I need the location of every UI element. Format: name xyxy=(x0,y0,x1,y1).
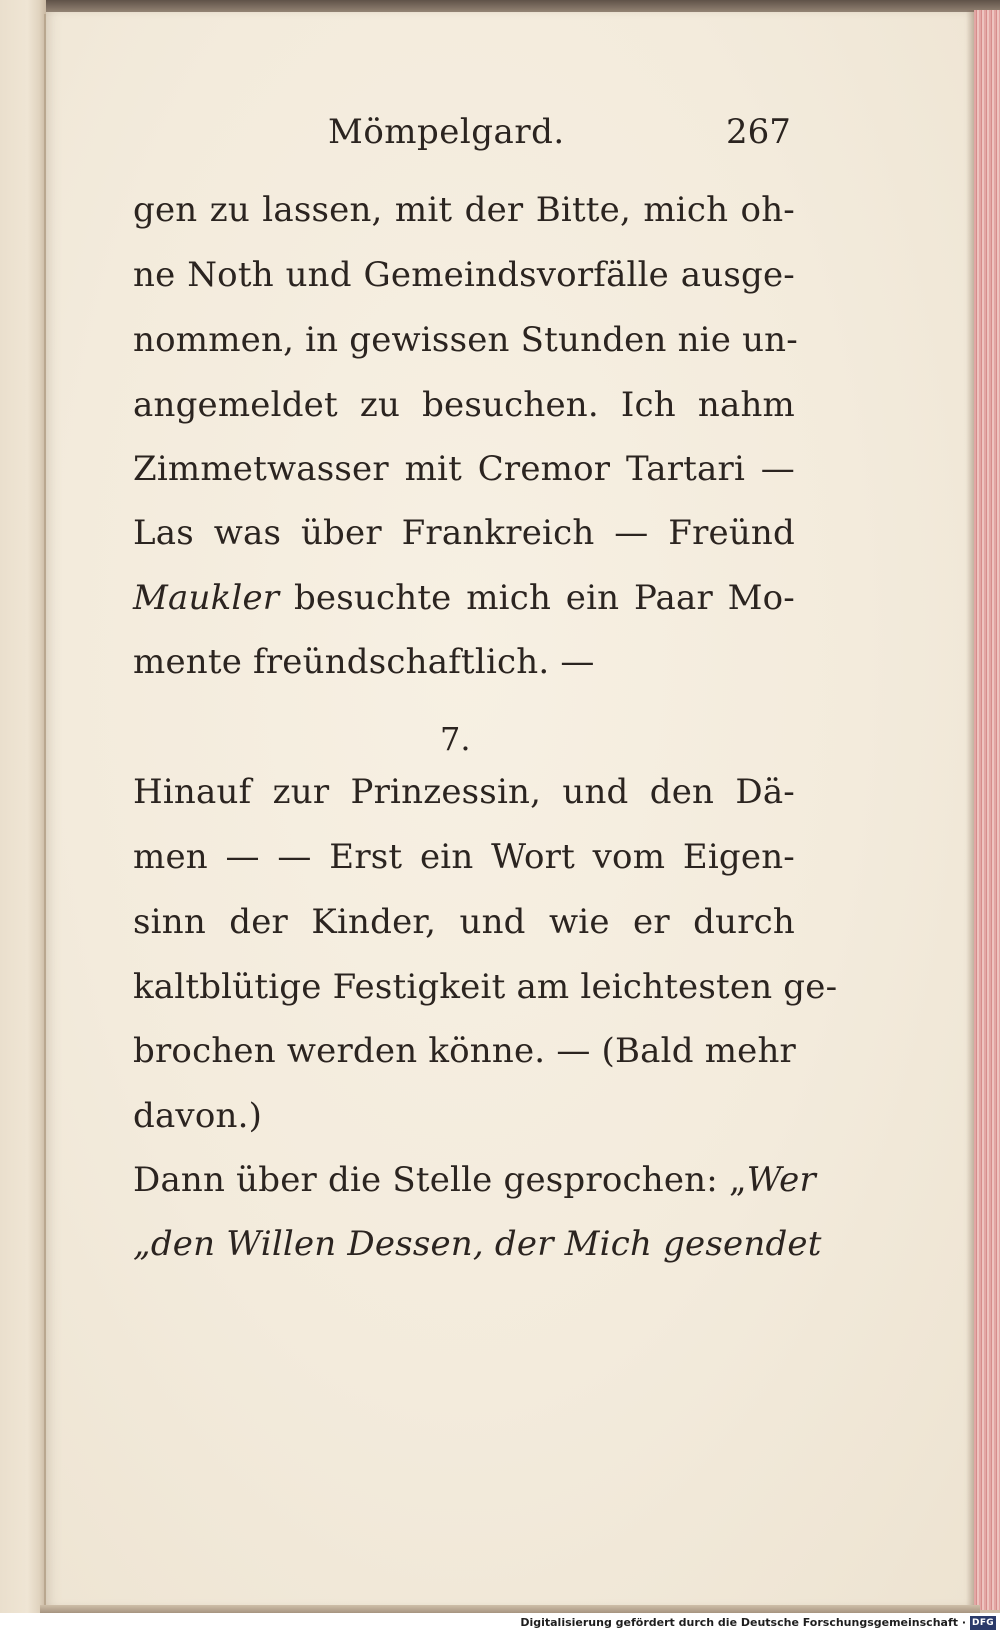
text-line-start: Dann über die Stelle gesprochen: „ xyxy=(133,1160,747,1200)
page-fore-edge xyxy=(974,10,1000,1610)
text-line: Zimmetwasser mit Cremor Tartari — xyxy=(133,449,795,489)
book-bottom-edge xyxy=(40,1605,980,1613)
text-line: angemeldet zu besuchen. Ich nahm xyxy=(133,385,795,425)
text-line: mente freündschaftlich. — xyxy=(133,642,595,682)
text-line-maukler xyxy=(133,578,795,618)
section-number: 7. xyxy=(440,720,471,758)
text-line: kaltblütige Festigkeit am leichtesten ge- xyxy=(133,967,838,1007)
text-line: „den Willen Dessen, der Mich gesendet xyxy=(133,1224,822,1264)
funding-note: Digitalisierung gefördert durch die Deutsche Forschungsgemeinschaft · xyxy=(520,1616,966,1629)
text-line: Hinauf zur Prinzessin, und den Dä- xyxy=(133,772,795,812)
text-line: nommen, in gewissen Stunden nie un- xyxy=(133,320,798,360)
name-maukler: Maukler xyxy=(133,578,280,618)
text-line-rest: besuchte mich ein Paar Mo- xyxy=(293,578,795,618)
quote-wer: Wer xyxy=(746,1160,816,1200)
page-number: 267 xyxy=(726,112,791,152)
text-line: gen zu lassen, mit der Bitte, mich oh- xyxy=(133,190,795,230)
text-line-wer xyxy=(133,1160,816,1200)
text-line: Las was über Frankreich — Freünd xyxy=(133,513,795,553)
dfg-logo: DFG xyxy=(970,1616,996,1630)
text-line: brochen werden könne. — (Bald mehr xyxy=(133,1031,797,1071)
book-binding xyxy=(0,0,46,1633)
text-line: ne Noth und Gemeindsvorfälle ausge- xyxy=(133,255,795,295)
text-line: men — — Erst ein Wort vom Eigen- xyxy=(133,837,795,877)
text-line: sinn der Kinder, und wie er durch xyxy=(133,902,795,942)
footer-bar xyxy=(0,1613,1000,1633)
running-head: Mömpelgard. xyxy=(328,112,565,152)
text-line: davon.) xyxy=(133,1096,263,1136)
